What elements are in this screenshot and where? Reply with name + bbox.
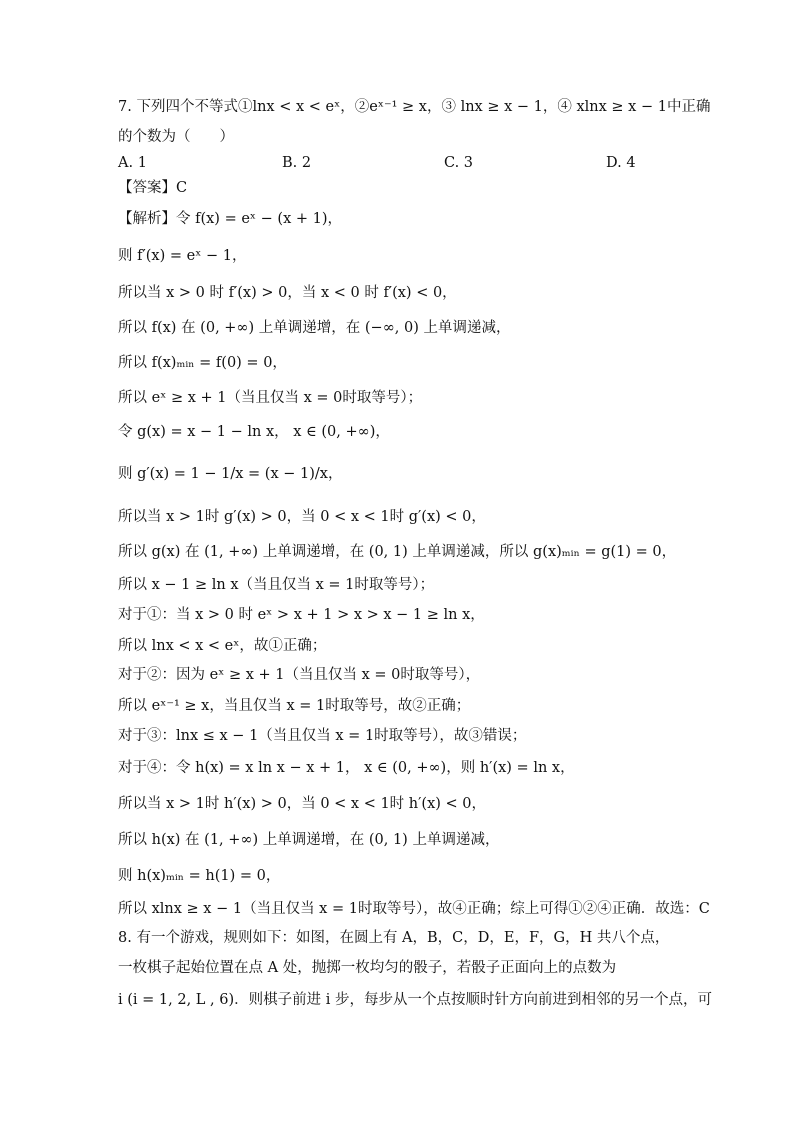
- option-c: C. 3: [444, 155, 474, 171]
- analysis-line: 所以 eˣ⁻¹ ≥ x，当且仅当 x = 1时取等号，故②正确；: [118, 698, 471, 714]
- analysis-line: 所以 f(x) 在 (0, +∞) 上单调递增，在 (−∞, 0) 上单调递减，: [118, 320, 511, 336]
- analysis-line: 所以 x − 1 ≥ ln x（当且仅当 x = 1时取等号）；: [118, 577, 435, 593]
- analysis-line: 对于④：令 h(x) = x ln x − x + 1， x ∈ (0, +∞)，则 h′(x) = ln x，: [118, 760, 575, 776]
- answer-line: 【答案】C: [118, 180, 188, 196]
- question-8-stem: i (i = 1, 2, L , 6)．则棋子前进 i 步，每步从一个点按顺时针方向前进到相邻的另一个点，可: [118, 992, 712, 1008]
- option-a: A. 1: [118, 155, 147, 171]
- analysis-line: 对于③：lnx ≤ x − 1（当且仅当 x = 1时取等号），故③错误；: [118, 728, 527, 744]
- analysis-line: 所以 g(x) 在 (1, +∞) 上单调递增，在 (0, 1) 上单调递减，所以 g(x)ₘᵢₙ = g(1) = 0，: [118, 544, 677, 560]
- analysis-line: 对于②：因为 eˣ ≥ x + 1（当且仅当 x = 0时取等号），: [118, 667, 481, 683]
- question-7-stem: 7. 下列四个不等式①lnx < x < eˣ，②eˣ⁻¹ ≥ x，③ lnx ≥ x − 1，④ xlnx ≥ x − 1中正确: [118, 99, 711, 115]
- analysis-line: 所以 f(x)ₘᵢₙ = f(0) = 0，: [118, 355, 287, 371]
- analysis-line: 所以当 x > 1时 h′(x) > 0，当 0 < x < 1时 h′(x) < 0，: [118, 796, 487, 812]
- option-d: D. 4: [606, 155, 636, 171]
- analysis-line: 则 f′(x) = eˣ − 1，: [118, 248, 247, 264]
- analysis-line: 则 g′(x) = 1 − 1/x = (x − 1)/x，: [118, 466, 343, 482]
- analysis-line: 对于①：当 x > 0 时 eˣ > x + 1 > x > x − 1 ≥ ln x，: [118, 607, 485, 623]
- analysis-line: 所以 lnx < x < eˣ，故①正确；: [118, 638, 327, 654]
- analysis-line: 所以 h(x) 在 (1, +∞) 上单调递增，在 (0, 1) 上单调递减，: [118, 832, 500, 848]
- analysis-line: 所以 xlnx ≥ x − 1（当且仅当 x = 1时取等号），故④正确；综上可得①②④正确．故选：C: [118, 901, 710, 917]
- question-8-stem: 8. 有一个游戏，规则如下：如图，在圆上有 A，B，C，D，E，F，G，H 共八个点，: [118, 930, 670, 946]
- option-b: B. 2: [282, 155, 312, 171]
- analysis-line: 令 g(x) = x − 1 − ln x， x ∈ (0, +∞)，: [118, 424, 390, 440]
- analysis-line: 所以当 x > 0 时 f′(x) > 0，当 x < 0 时 f′(x) < 0，: [118, 285, 457, 301]
- analysis-line: 所以当 x > 1时 g′(x) > 0，当 0 < x < 1时 g′(x) < 0，: [118, 509, 486, 525]
- analysis-line: 则 h(x)ₘᵢₙ = h(1) = 0，: [118, 868, 281, 884]
- question-8-stem: 一枚棋子起始位置在点 A 处，抛掷一枚均匀的骰子，若骰子正面向上的点数为: [118, 960, 617, 976]
- analysis-line: 所以 eˣ ≥ x + 1（当且仅当 x = 0时取等号）；: [118, 390, 423, 406]
- analysis-line: 【解析】令 f(x) = eˣ − (x + 1)，: [118, 211, 343, 227]
- question-7-stem-cont: 的个数为（ ）: [118, 129, 234, 145]
